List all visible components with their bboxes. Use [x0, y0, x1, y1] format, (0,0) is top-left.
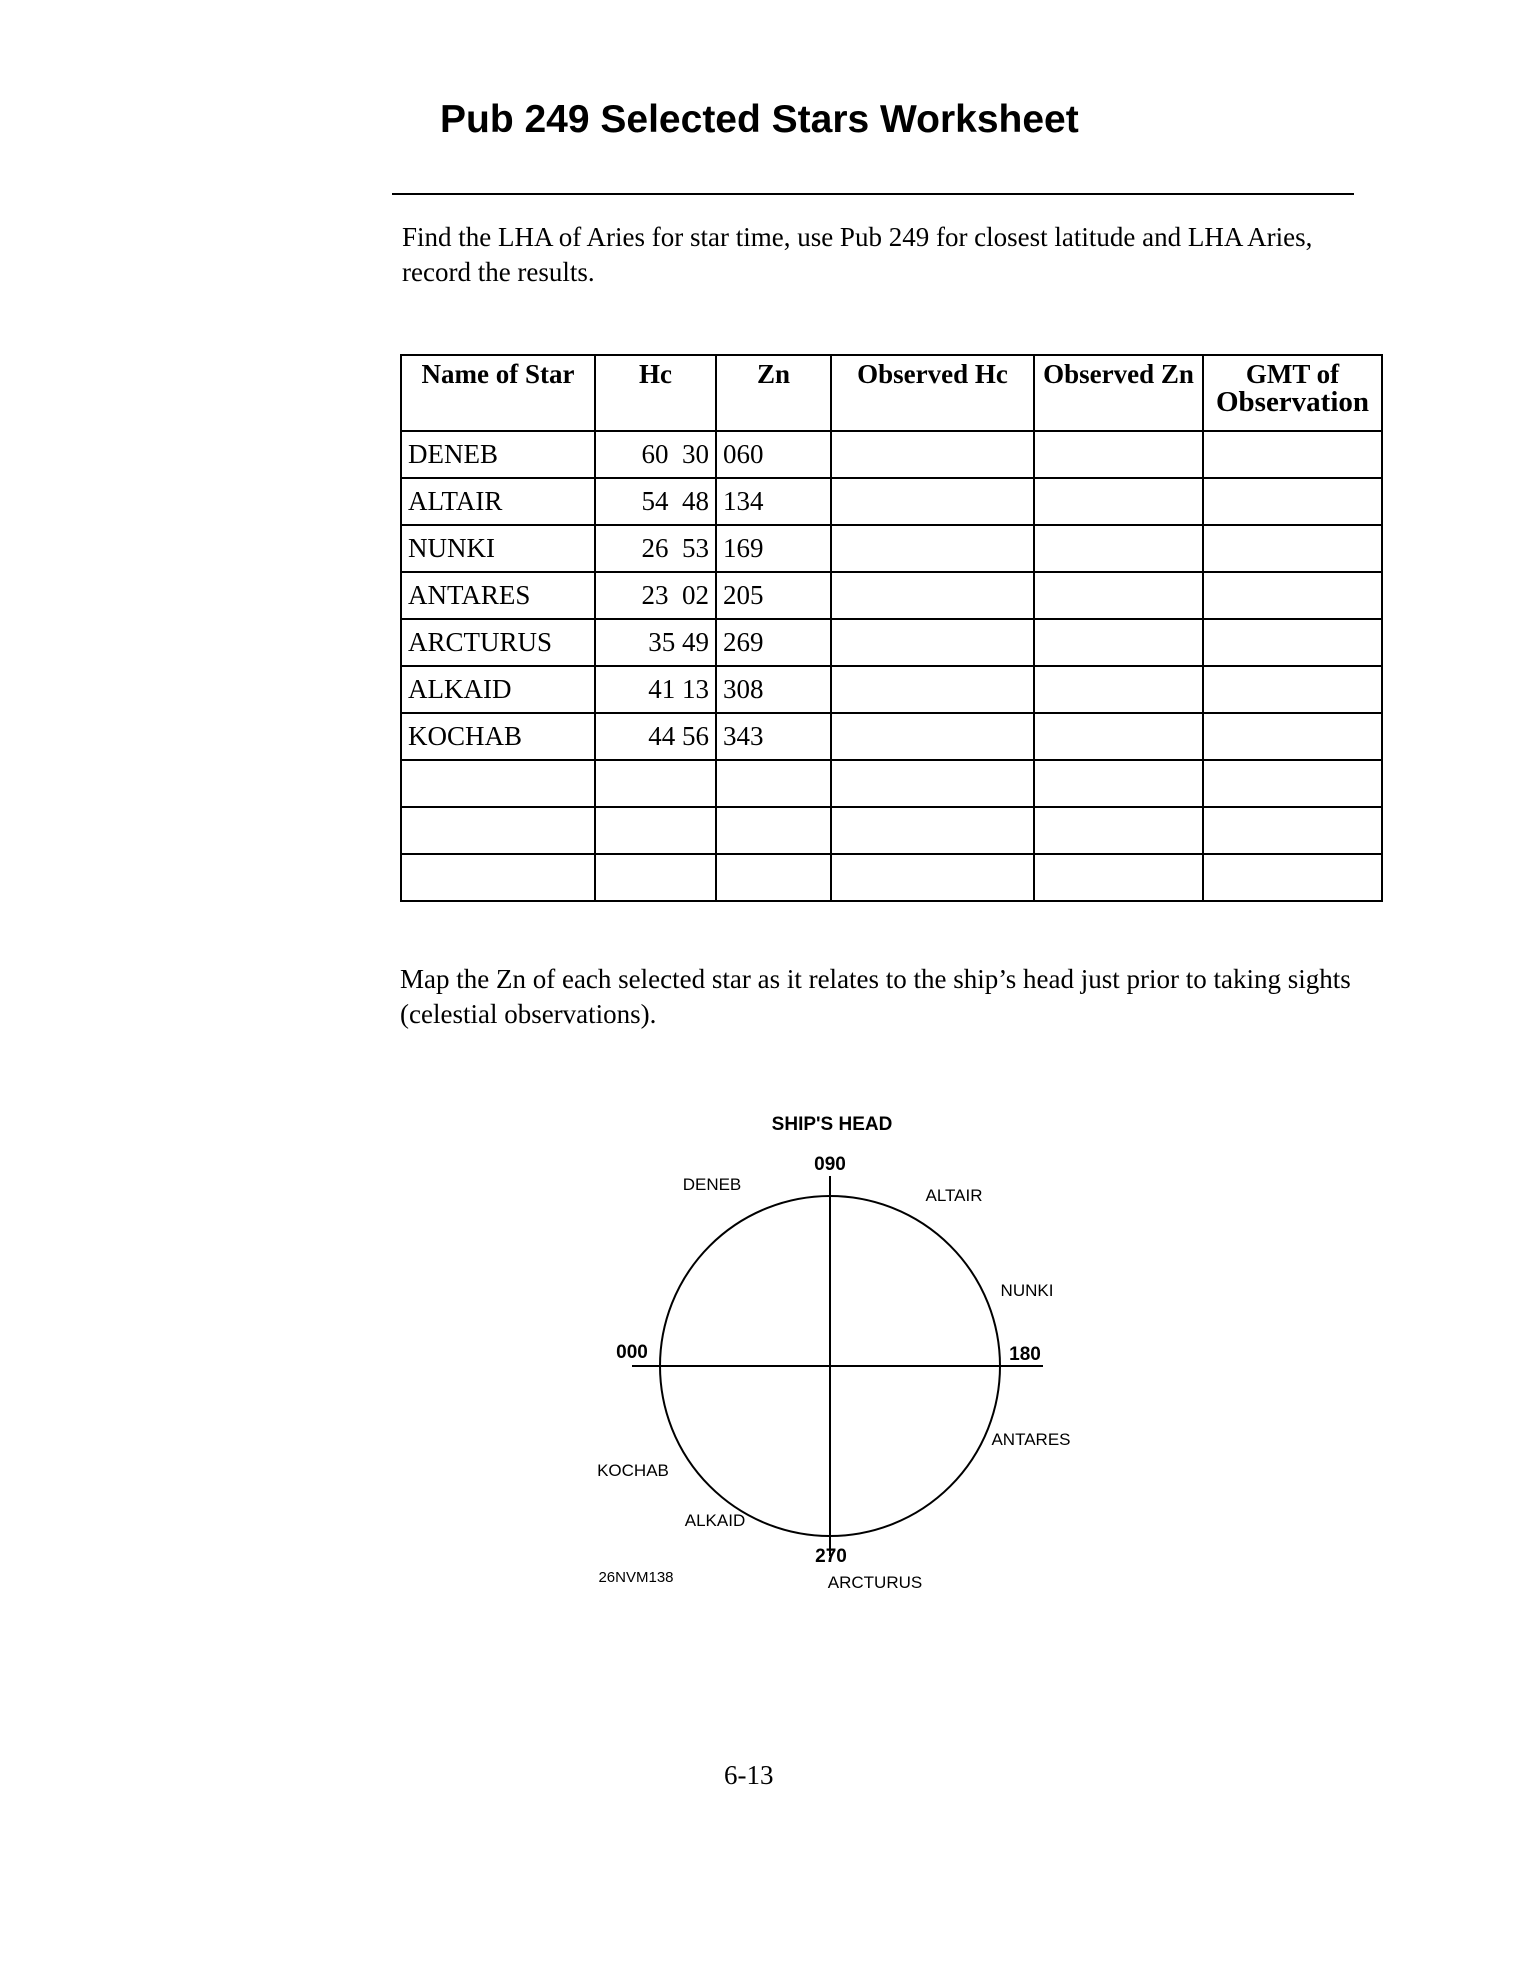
star-label-arcturus: ARCTURUS: [827, 1573, 923, 1592]
zn-cell: 269: [716, 619, 831, 666]
hc-cell: 23 02: [595, 572, 716, 619]
star-name-cell: ALKAID: [401, 666, 595, 713]
header-gmt-line2: Observation: [1215, 386, 1370, 418]
header-gmt-line1: GMT of: [1245, 359, 1340, 389]
hc-cell: 44 56: [595, 713, 716, 760]
hc-cell: 41 13: [595, 666, 716, 713]
star-label-altair: ALTAIR: [925, 1186, 983, 1205]
star-label-kochab: KOCHAB: [597, 1461, 669, 1480]
zn-cell: 205: [716, 572, 831, 619]
header-hc: Hc: [595, 355, 716, 431]
zn-cell: 060: [716, 431, 831, 478]
star-label-nunki: NUNKI: [1000, 1281, 1054, 1300]
figure-id-label: 26NVM138: [598, 1569, 674, 1586]
bearing-180-label: 180: [1009, 1344, 1041, 1365]
header-zn: Zn: [716, 355, 831, 431]
star-name-cell: ALTAIR: [401, 478, 595, 525]
star-name-cell: ARCTURUS: [401, 619, 595, 666]
hc-cell: 26 53: [595, 525, 716, 572]
hc-cell: 54 48: [595, 478, 716, 525]
bearing-000-label: 000: [616, 1342, 648, 1363]
star-label-deneb: DENEB: [682, 1175, 742, 1194]
bearing-090-label: 090: [814, 1154, 846, 1175]
star-name-cell: DENEB: [401, 431, 595, 478]
star-name-cell: NUNKI: [401, 525, 595, 572]
header-observed-hc: Observed Hc: [831, 355, 1034, 431]
map-instructions-text: Map the Zn of each selected star as it relates to the ship’s head just prior to taking sights (celestial observations).: [400, 964, 1351, 1029]
ships-head-label: SHIP'S HEAD: [771, 1114, 893, 1135]
zn-cell: 308: [716, 666, 831, 713]
header-name-of-star: Name of Star: [401, 355, 595, 431]
page-number: 6-13: [724, 1760, 774, 1790]
hc-cell: 60 30: [595, 431, 716, 478]
star-name-cell: KOCHAB: [401, 713, 595, 760]
star-label-alkaid: ALKAID: [684, 1511, 746, 1530]
hc-cell: 35 49: [595, 619, 716, 666]
instructions-text: Find the LHA of Aries for star time, use Pub 249 for closest latitude and LHA Aries, record the results.: [402, 222, 1313, 287]
header-observed-zn: Observed Zn: [1034, 355, 1203, 431]
star-name-cell: ANTARES: [401, 572, 595, 619]
zn-cell: 134: [716, 478, 831, 525]
zn-cell: 169: [716, 525, 831, 572]
page-title: Pub 249 Selected Stars Worksheet: [440, 98, 1079, 141]
star-label-antares: ANTARES: [991, 1430, 1071, 1449]
zn-cell: 343: [716, 713, 831, 760]
bearing-270-label: 270: [815, 1546, 847, 1567]
